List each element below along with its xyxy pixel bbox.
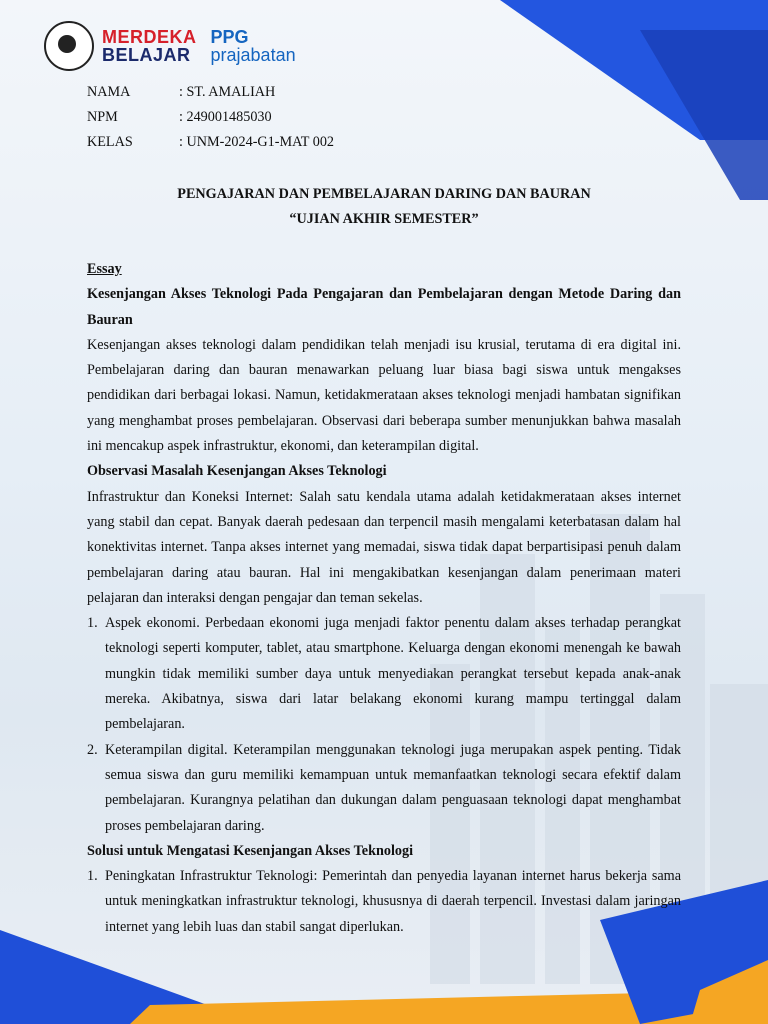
header-logos xyxy=(44,18,296,74)
identity-key: NPM xyxy=(87,109,118,125)
university-seal-logo xyxy=(44,21,94,71)
list-text: Keterampilan digital. Keterampilan menggunakan teknologi juga merupakan aspek penting. Tidak semua siswa dan guru memiliki kemampuan untuk memanfaatkan teknologi secara efektif dalam pembelajaran. Kurangnya pelatihan dan dukungan dalam penguasaan teknologi dapat menghambat proses pembelajaran daring. xyxy=(105,741,681,834)
document-body xyxy=(87,80,681,940)
belajar-text: BELAJAR xyxy=(102,45,191,65)
observation-heading: Observasi Masalah Kesenjangan Akses Teknologi xyxy=(87,463,387,480)
list-item xyxy=(87,864,681,940)
list-item xyxy=(87,611,681,737)
merdeka-text: MERDEKA xyxy=(102,27,197,47)
section-label: Essay xyxy=(87,261,122,277)
list-text: Aspek ekonomi. Perbedaan ekonomi juga menjadi faktor penentu dalam akses terhadap perangkat teknologi seperti komputer, tablet, atau smartphone. Keluarga dengan ekonomi menengah ke bawah mungkin tidak memiliki sumber daya untuk menyediakan perangkat tersebut kepada anak-anak mereka. Akibatnya, siswa dari latar belakang ekonomi kurang mampu tertinggal dalam pembelajaran. xyxy=(105,615,681,733)
list-number: 1. xyxy=(87,615,98,632)
list-text: Peningkatan Infrastruktur Teknologi: Pemerintah dan penyedia layanan internet harus bekerja sama untuk meningkatkan infrastruktur teknologi, khususnya di daerah terpencil. Investasi dalam jaringan internet yang lebih luas dan stabil sangat diperlukan. xyxy=(105,868,681,935)
prajabatan-text: prajabatan xyxy=(210,45,296,65)
list-number: 2. xyxy=(87,741,98,758)
intro-paragraph: Kesenjangan akses teknologi dalam pendidikan telah menjadi isu krusial, terutama di era digital ini. Pembelajaran daring dan bauran menawarkan peluang luar biasa bagi siswa untuk mengakses pendidikan dari berbagai lokasi. Namun, ketidakmerataan akses teknologi menjadi hambatan signifikan yang menghambat proses pembelajaran. Observasi dari beberapa sumber menunjukkan bahwa masalah ini mencakup aspek infrastruktur, ekonomi, dan keterampilan digital. xyxy=(87,336,681,455)
document-title: PENGAJARAN DAN PEMBELAJARAN DARING DAN BAURAN xyxy=(177,186,591,202)
identity-value: : ST. AMALIAH xyxy=(179,84,276,100)
essay-heading: Kesenjangan Akses Teknologi Pada Pengajaran dan Pembelajaran dengan Metode Daring dan Bauran xyxy=(87,286,681,328)
identity-value: : 249001485030 xyxy=(179,109,272,125)
identity-value: : UNM-2024-G1-MAT 002 xyxy=(179,134,335,150)
identity-key: KELAS xyxy=(87,134,133,150)
list-item xyxy=(87,738,681,839)
solution-heading: Solusi untuk Mengatasi Kesenjangan Akses Teknologi xyxy=(87,842,414,859)
infrastructure-paragraph: Infrastruktur dan Koneksi Internet: Salah satu kendala utama adalah ketidakmerataan akses internet yang stabil dan cepat. Banyak daerah pedesaan dan terpencil masih mengalami keterbatasan dalam hal konektivitas internet. Tanpa akses internet yang memadai, siswa tidak dapat berpartisipasi penuh dalam pembelajaran daring atau bauran. Hal ini mengakibatkan kesenjangan dalam penerimaan materi pelajaran dan interaksi dengan pengajar dan teman sekelas. xyxy=(87,488,681,606)
identity-row-kelas xyxy=(87,130,681,155)
ppg-text: PPG xyxy=(210,27,249,47)
merdeka-belajar-logo xyxy=(102,28,197,64)
identity-row-nama xyxy=(87,80,681,105)
identity-key: NAMA xyxy=(87,84,131,100)
ppg-prajabatan-logo xyxy=(211,28,296,64)
solution-list xyxy=(87,864,681,940)
identity-row-npm xyxy=(87,105,681,130)
observation-list xyxy=(87,611,681,839)
list-number: 1. xyxy=(87,868,98,885)
document-subtitle: “UJIAN AKHIR SEMESTER” xyxy=(289,211,479,227)
